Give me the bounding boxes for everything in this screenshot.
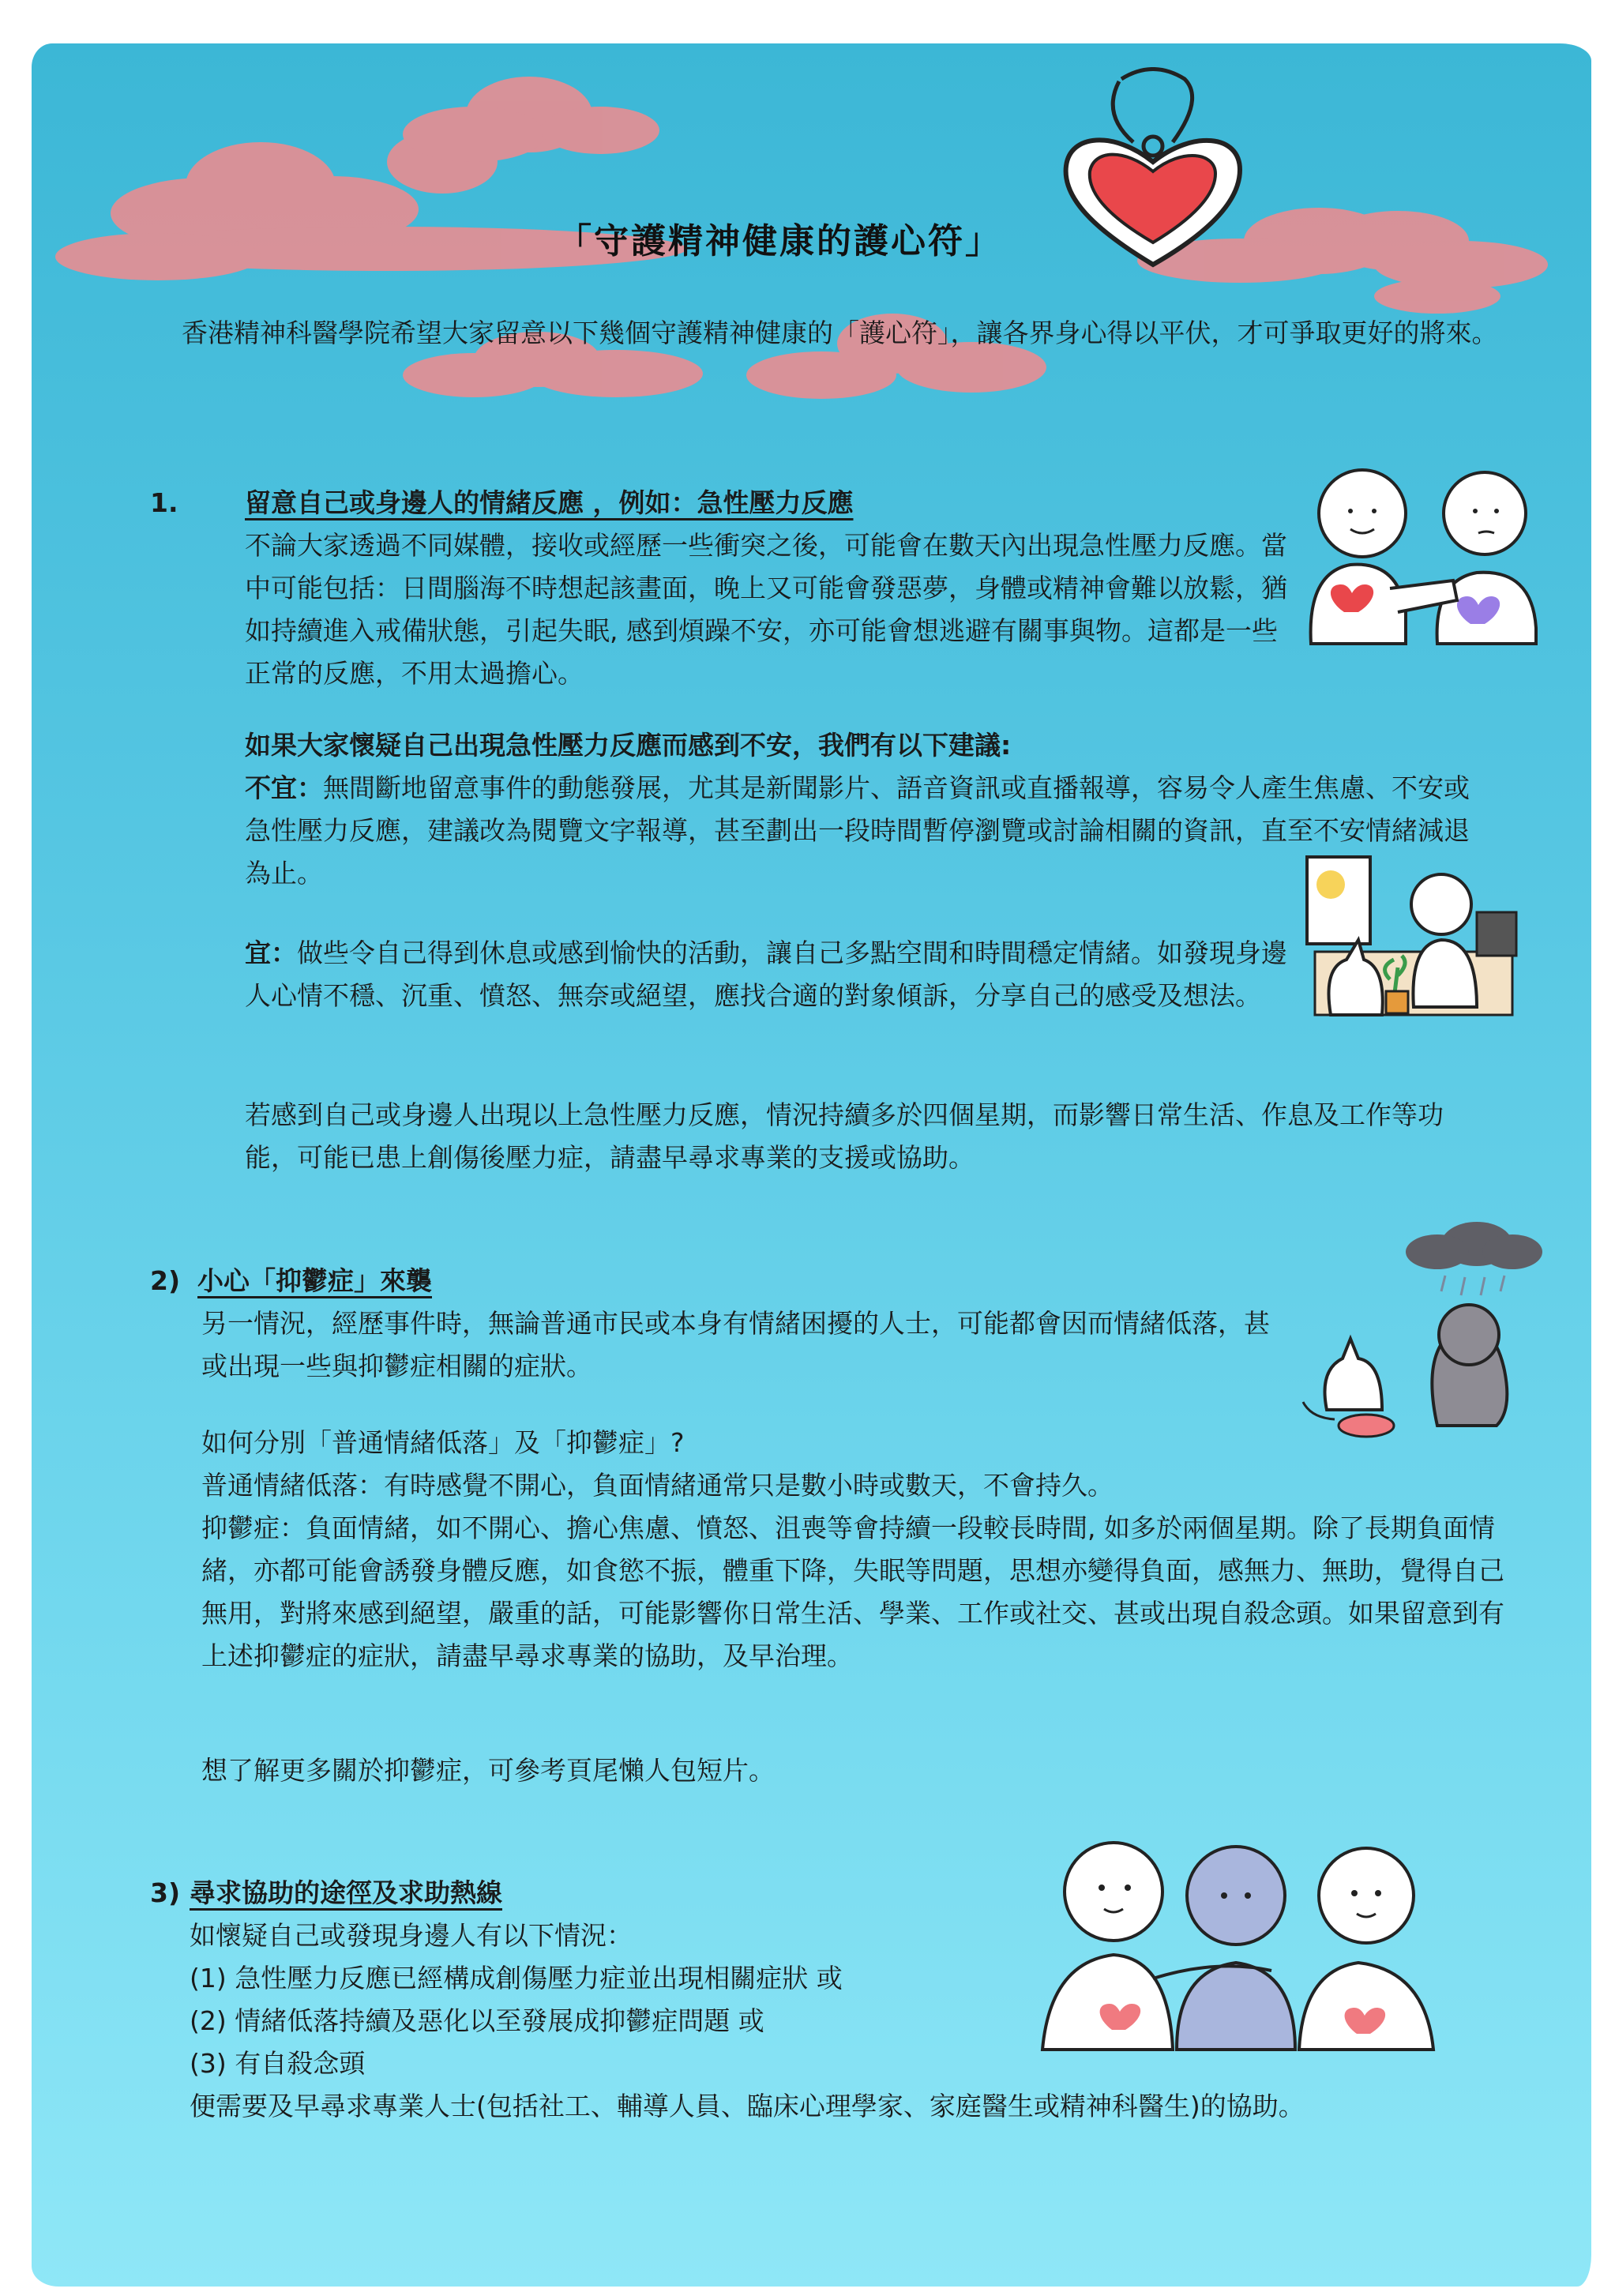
section2-heading — [150, 1260, 861, 1302]
section3-item-1: (1) 急性壓力反應已經構成創傷壓力症並出現相關症狀 或 — [190, 1963, 843, 1993]
section1-heading — [150, 482, 1177, 524]
section1-do-paragraph — [245, 932, 1295, 1017]
section2-body: 另一情況，經歷事件時，無論普通市民或本身有情緒困擾的人士，可能都會因而情緒低落，甚或出現一些與抑鬱症相關的症狀。 — [201, 1308, 1270, 1381]
section2-heading-text: 小心「抑鬱症」來襲 — [197, 1265, 432, 1296]
poster-background — [32, 43, 1591, 2287]
do-text: 做些令自己得到休息或感到愉快的活動，讓自己多點空間和時間穩定情緒。如發現身邊人心情不穩、沉重、憤怒、無奈或絕望，應找合適的對象傾訴，分享自己的感受及想法。 — [245, 938, 1287, 1011]
section1-ptsd-paragraph: 若感到自己或身邊人出現以上急性壓力反應，情況持續多於四個星期，而影響日常生活、作息及工作等功能，可能已患上創傷後壓力症，請盡早尋求專業的支援或協助。 — [245, 1099, 1444, 1173]
section3-intro: 如懷疑自己或發現身邊人有以下情況： — [190, 1920, 633, 1951]
person-at-desk-with-cat-illustration — [1299, 849, 1520, 1039]
do-label: 宜： — [245, 938, 297, 968]
intro-paragraph: 香港精神科醫學院希望大家留意以下幾個守護精神健康的「護心符」，讓各界身心得以平伏，才可爭取更好的將來。 — [182, 318, 1498, 348]
section1-heading-text: 留意自己或身邊人的情緒反應 ，例如：急性壓力反應 — [245, 487, 854, 518]
section1-body: 不論大家透過不同媒體，接收或經歷一些衝突之後，可能會在數天內出現急性壓力反應。當中可能包括：日間腦海不時想起該畫面，晚上又可能會發惡夢，身體或精神會難以放鬆，猶如持續進入戒備狀態，引起失眠, 感到煩躁不安，亦可能會想逃避有關事與物。這都是一些正常的反應，不用太過擔心。 — [245, 530, 1287, 689]
three-people-support-illustration — [1035, 1821, 1445, 2057]
section1-number: 1. — [150, 487, 178, 518]
dont-label: 不宜： — [245, 772, 323, 803]
section3-heading — [150, 1872, 861, 1915]
section3-number: 3) — [150, 1877, 181, 1908]
section3-closing: 便需要及早尋求專業人士(包括社工、輔導人員、臨床心理學家、家庭醫生或精神科醫生)的協助。 — [190, 2091, 1305, 2121]
section2-normal-low: 普通情緒低落：有時感覺不開心，負面情緒通常只是數小時或數天，不會持久。 — [201, 1470, 1114, 1501]
section2-number: 2) — [150, 1265, 181, 1296]
sad-person-rain-cloud-illustration — [1295, 1212, 1556, 1441]
dont-text: 無間斷地留意事件的動態發展，尤其是新聞影片、語音資訊或直播報導，容易令人產生焦慮、不安或急性壓力反應，建議改為閱覽文字報導，甚至劃出一段時間暫停瀏覽或討論相關的資訊，直至不安情緒減退為止。 — [245, 772, 1470, 889]
section2-more: 想了解更多關於抑鬱症，可參考頁尾懶人包短片。 — [201, 1755, 775, 1786]
section3-item-3: (3) 有自殺念頭 — [190, 2048, 366, 2079]
section3-item-2: (2) 情緒低落持續及惡化以至發展成抑鬱症問題 或 — [190, 2005, 764, 2036]
page-title: 「守護精神健康的護心符」 — [557, 221, 1002, 261]
heart-amulet-icon — [1046, 67, 1260, 280]
section3-heading-text: 尋求協助的途徑及求助熱線 — [190, 1877, 502, 1908]
section2-depression: 抑鬱症：負面情緒，如不開心、擔心焦慮、憤怒、沮喪等會持續一段較長時間, 如多於兩個星期。除了長期負面情緒，亦都可能會誘發身體反應，如食慾不振，體重下降，失眠等問題，思想亦變得負面，感無力、無助，覺得自己無用，對將來感到絕望，嚴重的話，可能影響你日常生活、學業、工作或社交、甚或出現自殺念頭。如果留意到有上述抑鬱症的症狀，請盡早尋求專業的協助，及早治理。 — [201, 1513, 1504, 1671]
section2-question: 如何分別「普通情緒低落」及「抑鬱症」? — [201, 1427, 685, 1458]
two-people-hearts-illustration — [1295, 454, 1548, 659]
section1-advice-heading: 如果大家懷疑自己出現急性壓力反應而感到不安，我們有以下建議: — [245, 730, 1012, 761]
